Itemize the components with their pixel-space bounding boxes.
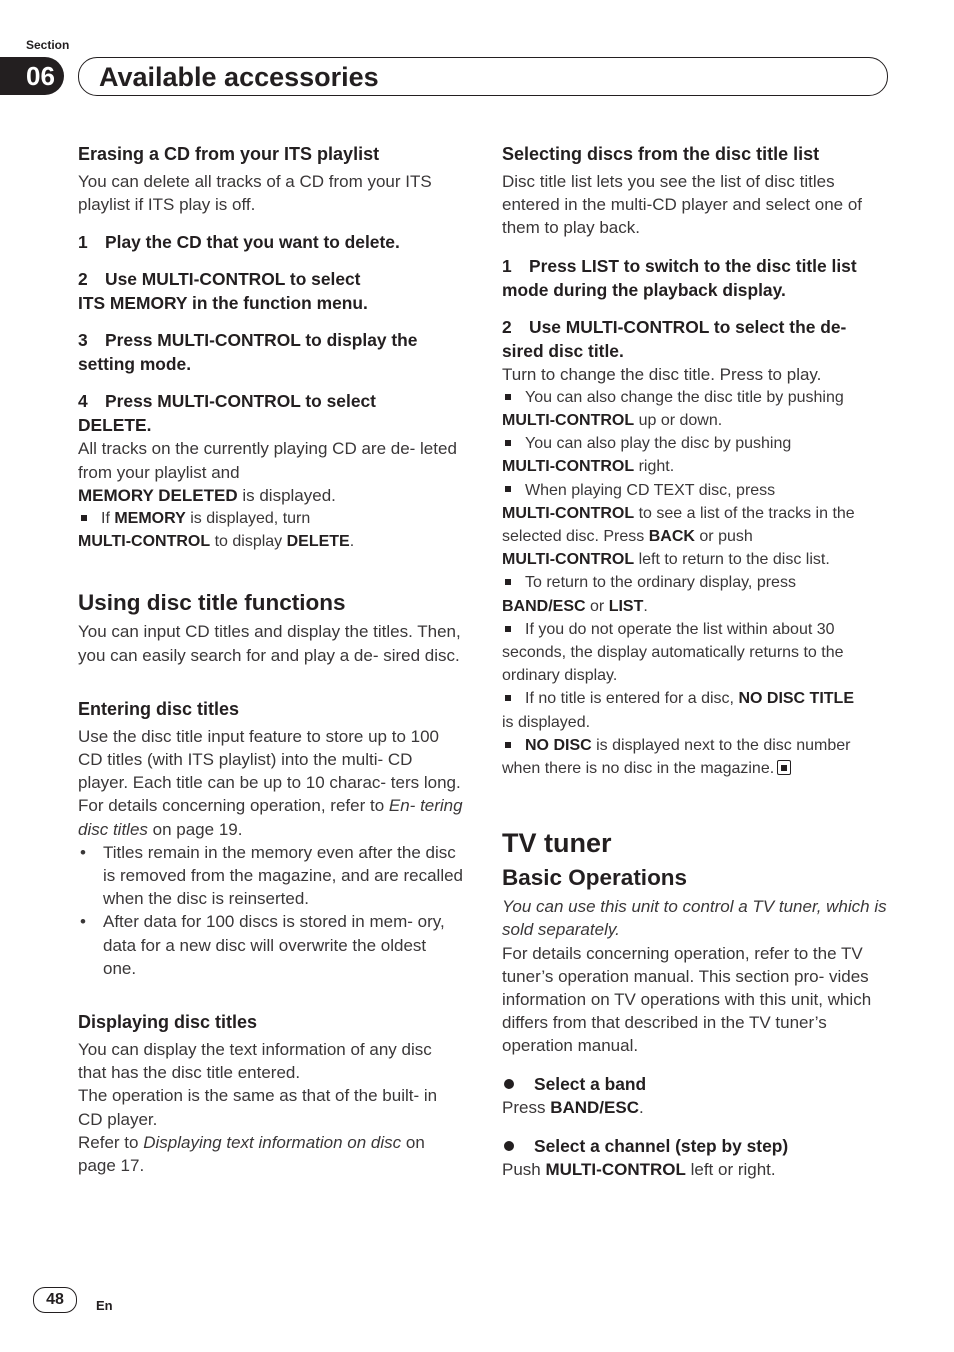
note-square-icon	[505, 742, 511, 748]
band-step	[502, 1072, 887, 1096]
note-term: MULTI-CONTROL	[502, 504, 635, 522]
ref-title: Displaying text information on disc	[143, 1132, 402, 1152]
note-term: NO DISC TITLE	[738, 690, 854, 708]
note-text: .	[643, 597, 648, 615]
note-text: You can also change the disc title by pushing	[525, 388, 844, 406]
note-term: MULTI-CONTROL	[502, 412, 635, 430]
language-label: En	[96, 1298, 113, 1313]
note-text: to display	[210, 533, 287, 551]
erase-step-4-text: All tracks on the currently playing CD are de- leted from your playlist and	[78, 439, 457, 482]
memory-deleted-suffix: is displayed.	[237, 485, 336, 505]
erase-intro: You can delete all tracks of a CD from your ITS playlist if ITS play is off.	[78, 172, 432, 215]
section-number: 06	[0, 57, 64, 95]
left-column	[78, 142, 463, 1177]
note-term: DELETE	[286, 533, 350, 551]
page-number: 48	[33, 1287, 77, 1313]
note-square-icon	[505, 579, 511, 585]
basic-text: For details concerning operation, refer to the TV tuner’s operation manual. This section pro- vides information on TV operations with this unit, which differs from that described in the TV tuner’s operation manual.	[502, 943, 872, 1056]
note-text: When playing CD TEXT disc, press	[525, 481, 776, 499]
band-text-pre: Press	[502, 1097, 551, 1117]
note-text: If	[101, 510, 115, 528]
note-memory	[78, 507, 463, 553]
note-text: left to return to the disc list.	[634, 551, 830, 569]
using-text: You can input CD titles and display the titles. Then, you can easily search for and play a de- sired disc.	[78, 622, 461, 665]
note-square-icon	[505, 626, 511, 632]
channel-text-post: left or right.	[685, 1159, 776, 1179]
note-square-icon	[505, 695, 511, 701]
basic-italic-text: You can use this unit to control a TV tuner, which is sold separately.	[502, 897, 887, 940]
note-text: right.	[634, 458, 675, 476]
entering-ref	[78, 794, 463, 840]
displaying-heading: Displaying disc titles	[78, 1012, 258, 1033]
note-square-icon	[505, 394, 511, 400]
bullet-2: • After data for 100 discs is stored in mem- ory, data for a new disc will overwrite the oldest one.	[78, 910, 463, 980]
ref-text: Refer to	[78, 1132, 144, 1152]
band-text	[502, 1096, 887, 1119]
erase-step-3: 3 Press MULTI-CONTROL to display the setting mode.	[78, 330, 418, 375]
select-step-2: 2 Use MULTI-CONTROL to select the de- sired disc title.	[502, 316, 847, 361]
note-term: MEMORY	[114, 510, 186, 528]
erase-step-4b: DELETE.	[78, 415, 152, 436]
channel-step	[502, 1134, 887, 1158]
note-term: BACK	[648, 528, 695, 546]
note-6	[502, 687, 887, 733]
using-heading: Using disc title functions	[78, 590, 346, 616]
channel-term: MULTI-CONTROL	[545, 1159, 686, 1179]
note-text: to see a list of the tracks in the selected disc. Press	[502, 504, 855, 546]
section-label: Section	[26, 38, 70, 52]
note-text: To return to the ordinary display, press	[525, 574, 796, 592]
note-square-icon	[505, 440, 511, 446]
note-text: up or down.	[634, 412, 723, 430]
erase-heading: Erasing a CD from your ITS playlist	[78, 144, 380, 164]
note-text: is displayed next to the disc number when there is no disc in the magazine.	[502, 736, 851, 778]
basic-operations-heading: Basic Operations	[502, 865, 688, 891]
note-text: is displayed.	[502, 713, 591, 731]
tv-tuner-heading: TV tuner	[502, 828, 612, 859]
end-mark-icon	[777, 760, 791, 775]
band-text-post: .	[638, 1097, 644, 1117]
erase-step-4a: 4 Press MULTI-CONTROL to select	[78, 391, 376, 412]
note-text: or push	[694, 528, 753, 546]
bullet-dot-icon	[504, 1079, 514, 1089]
ref-text: on page 17.	[78, 1132, 425, 1176]
erase-step-2a: 2 Use MULTI-CONTROL to select	[78, 269, 361, 290]
ref-text: on page 19.	[147, 819, 243, 839]
note-4	[502, 571, 887, 617]
ref-text: For details concerning operation, refer to	[78, 796, 389, 816]
note-text: .	[349, 533, 355, 551]
select-heading: Selecting discs from the disc title list	[502, 144, 820, 164]
note-term: NO DISC	[525, 736, 592, 754]
erase-step-2b: ITS MEMORY in the function menu.	[78, 293, 368, 314]
bullet-dot-icon	[504, 1141, 514, 1151]
channel-step-label: Select a channel (step by step)	[534, 1135, 789, 1156]
band-step-label: Select a band	[534, 1073, 647, 1094]
note-1	[502, 386, 887, 432]
note-text: is displayed, turn	[185, 510, 311, 528]
right-column	[502, 142, 887, 1181]
note-text: If you do not operate the list within about 30 seconds, the display automatically returns to the ordinary display.	[502, 620, 844, 685]
note-7	[502, 734, 887, 780]
select-step-1: 1 Press LIST to switch to the disc title list mode during the playback display.	[502, 255, 857, 300]
erase-step-1: 1 Play the CD that you want to delete.	[78, 232, 400, 253]
note-3	[502, 479, 887, 572]
note-square-icon	[81, 515, 87, 521]
entering-text: Use the disc title input feature to store up to 100 CD titles (with ITS playlist) into the multi- CD player. Each title can be up to 10 charac- ters long.	[78, 726, 461, 793]
note-text: If no title is entered for a disc,	[525, 690, 739, 708]
note-text: You can also play the disc by pushing	[525, 435, 792, 453]
channel-text-pre: Push	[502, 1159, 546, 1179]
select-step-2-text: Turn to change the disc title. Press to play.	[502, 364, 822, 384]
note-term: MULTI-CONTROL	[502, 551, 635, 569]
memory-deleted-line	[78, 484, 463, 507]
select-intro: Disc title list lets you see the list of disc titles entered in the multi-CD player and select one of them to play back.	[502, 172, 863, 238]
ref-title: En- tering disc titles	[78, 796, 463, 839]
note-text: or	[585, 597, 609, 615]
displaying-ref	[78, 1131, 463, 1177]
entering-heading: Entering disc titles	[78, 698, 240, 719]
note-term: MULTI-CONTROL	[78, 533, 211, 551]
note-2	[502, 432, 887, 478]
channel-text	[502, 1158, 887, 1181]
note-term: MULTI-CONTROL	[502, 458, 635, 476]
note-square-icon	[505, 486, 511, 492]
band-term: BAND/ESC	[550, 1097, 639, 1117]
bullet-1: • Titles remain in the memory even after the disc is removed from the magazine, and are recalled when the disc is reinserted.	[78, 841, 463, 911]
note-5	[502, 618, 887, 688]
displaying-text-1: You can display the text information of any disc that has the disc title entered.	[78, 1040, 432, 1083]
page-title-box	[78, 57, 888, 96]
page-title: Available accessories	[99, 62, 379, 92]
displaying-text-2: The operation is the same as that of the built- in CD player.	[78, 1086, 438, 1129]
memory-deleted-term: MEMORY DELETED	[78, 485, 238, 505]
note-term: LIST	[608, 597, 644, 615]
note-term: BAND/ESC	[502, 597, 586, 615]
